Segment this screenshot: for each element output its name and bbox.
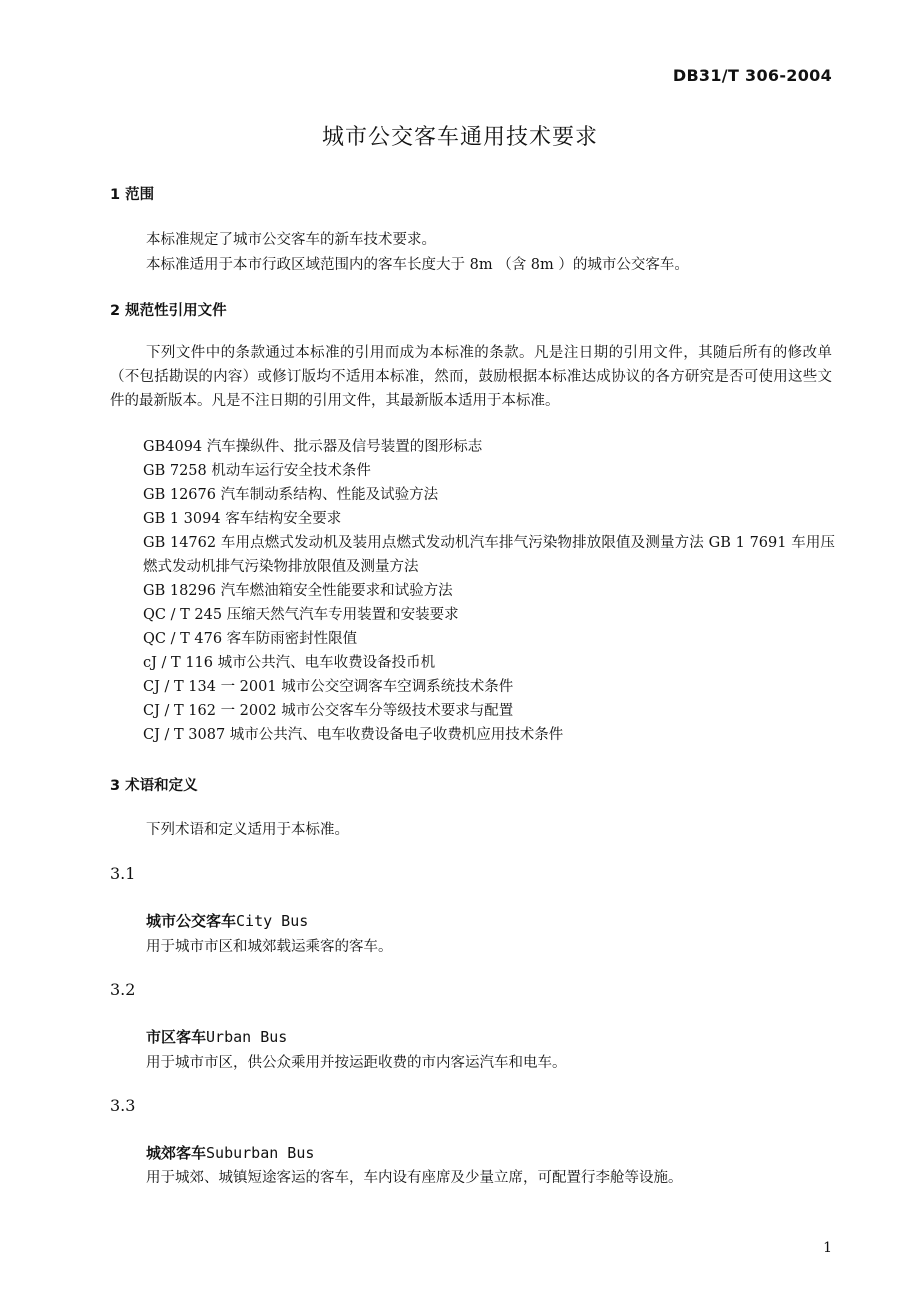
reference-list [143, 435, 835, 747]
clause-number: 3.2 [110, 980, 136, 999]
reference-item: GB 12676 汽车制动系结构、性能及试验方法 [143, 487, 439, 503]
scope-line-2: 本标准适用于本市行政区域范围内的客车长度大于 8m （含 8m ）的城市公交客车。 [146, 257, 689, 273]
clause-number: 3.1 [110, 864, 136, 883]
page-number: 1 [823, 1240, 832, 1256]
term-title [146, 1142, 314, 1163]
term-definition: 用于城市市区，供公众乘用并按运距收费的市内客运汽车和电车。 [146, 1055, 567, 1071]
section-heading-references: 2 规范性引用文件 [110, 303, 227, 319]
term-zh: 市区客车 [146, 1028, 207, 1046]
reference-item: QC / T 245 压缩天然气汽车专用装置和安装要求 [143, 607, 459, 623]
term-en: Suburban Bus [206, 1144, 315, 1162]
section-heading-scope: 1 范围 [110, 187, 155, 203]
reference-item: GB 1 3094 客车结构安全要求 [143, 511, 342, 527]
term-definition: 用于城郊、城镇短途客运的客车，车内设有座席及少量立席，可配置行李舱等设施。 [146, 1170, 683, 1186]
reference-item: CJ / T 162 一 2002 城市公交客车分等级技术要求与配置 [143, 703, 514, 719]
section-heading-terms: 3 术语和定义 [110, 778, 198, 794]
reference-item: GB4094 汽车操纵件、批示器及信号装置的图形标志 [143, 439, 483, 455]
standard-code: DB31/T 306-2004 [672, 66, 832, 85]
reference-item: GB 14762 车用点燃式发动机及装用点燃式发动机汽车排气污染物排放限值及测量方法 GB 1 7691 车用压燃式发动机排气污染物排放限值及测量方法 [143, 535, 835, 575]
references-intro: 下列文件中的条款通过本标准的引用而成为本标准的条款。凡是注日期的引用文件，其随后所有的修改单（不包括勘误的内容）或修订版均不适用本标准，然而，鼓励根据本标准达成协议的各方研究是否可使用这些文件的最新版本。凡是不注日期的引用文件，其最新版本适用于本标准。 [110, 345, 832, 409]
term-zh: 城郊客车 [146, 1144, 207, 1162]
term-title [146, 910, 308, 931]
terms-intro: 下列术语和定义适用于本标准。 [146, 822, 349, 838]
reference-item: GB 7258 机动车运行安全技术条件 [143, 463, 371, 479]
term-definition: 用于城市市区和城郊载运乘客的客车。 [146, 939, 393, 955]
term-zh: 城市公交客车 [146, 912, 237, 930]
clause-number: 3.3 [110, 1096, 136, 1115]
reference-item: cJ / T 116 城市公共汽、电车收费设备投币机 [143, 655, 436, 671]
reference-item: CJ / T 134 一 2001 城市公交空调客车空调系统技术条件 [143, 679, 514, 695]
term-title [146, 1026, 287, 1047]
reference-item: QC / T 476 客车防雨密封性限值 [143, 631, 358, 647]
term-en: Urban Bus [206, 1028, 288, 1046]
term-en: City Bus [236, 912, 309, 930]
reference-item: CJ / T 3087 城市公共汽、电车收费设备电子收费机应用技术条件 [143, 727, 564, 743]
document-title: 城市公交客车通用技术要求 [321, 125, 598, 150]
reference-item: GB 18296 汽车燃油箱安全性能要求和试验方法 [143, 583, 453, 599]
scope-line-1: 本标准规定了城市公交客车的新车技术要求。 [146, 232, 436, 248]
